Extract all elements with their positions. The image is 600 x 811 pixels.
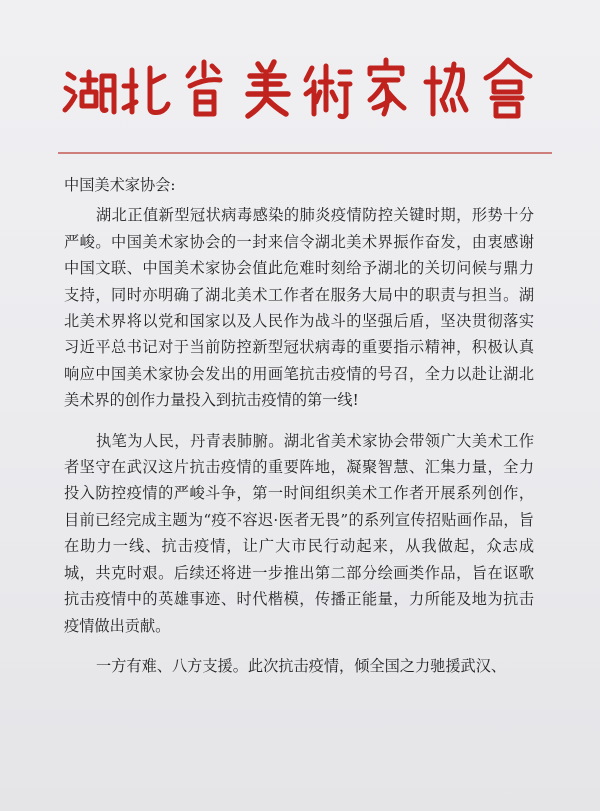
letterhead-logo [60, 52, 540, 132]
calligraphy-glyph [248, 62, 288, 116]
paragraph: 一方有难、八方支援。此次抗击疫情，倾全国之力驰援武汉、 [96, 656, 507, 675]
calligraphy-glyph [306, 66, 350, 117]
salutation: 中国美术家协会: [64, 176, 176, 194]
letter-body [64, 172, 534, 679]
calligraphy-glyph [188, 62, 220, 114]
calligraphy-glyph [370, 60, 404, 114]
paragraph: 湖北正值新型冠状病毒感染的肺炎疫情防控关键时期，形势十分严峻。中国美术家协会的一封来信令湖北美术界振作奋发，由衷感谢中国文联、中国美术家协会值此危难时刻给予湖北的关切问候与鼎力支持，同时亦明确了湖北美术工作者在服务大局中的职责与担当。湖北美术界将以党和国家以及人民作为战斗的坚强后盾，坚决贯彻落实习近平总书记对于当前防控新型冠状病毒的重要指示精神，积极认真响应中国美术家协会发出的用画笔抗击疫情的号召，全力以赴让湖北美术界的创作力量投入到抗击疫情的第一线! [64, 206, 534, 410]
letterhead-calligraphy [60, 52, 540, 132]
calligraphy-glyph [486, 60, 530, 116]
paragraph: 执笔为人民，丹青表肺腑。湖北省美术家协会带领广大美术工作者坚守在武汉这片抗击疫情的重要阵地，凝聚智慧、汇集力量，全力投入防控疫情的严峻斗争，第一时间组织美术工作者开展系列创作，目前已经完成主题为“疫不容迟·医者无畏”的系列宣传招贴画作品，旨在助力一线、抗击疫情，让广大市民行动起来，从我做起，众志成城，共克时艰。后续还将进一步推出第二部分绘画类作品，旨在讴歌抗击疫情中的英雄事迹、时代楷模，传播正能量，力所能及地为抗击疫情做出贡献。 [64, 431, 534, 635]
calligraphy-glyph [124, 68, 168, 113]
calligraphy-glyph [426, 64, 466, 114]
letterhead-divider [58, 152, 552, 154]
calligraphy-glyph [65, 72, 114, 112]
